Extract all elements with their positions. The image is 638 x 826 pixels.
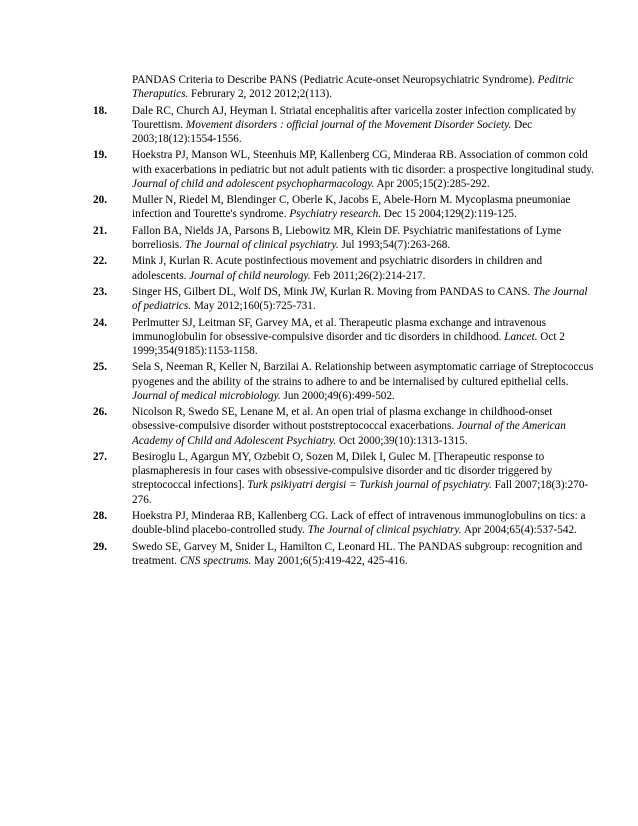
reference-journal: Journal of child neurology. — [189, 269, 311, 282]
reference-item — [93, 193, 595, 221]
reference-number: 28. — [93, 509, 107, 522]
reference-journal: Peditric Theraputics. — [132, 74, 574, 101]
reference-journal: The Journal of clinical psychiatry. — [184, 238, 339, 251]
reference-number: 22. — [93, 255, 107, 268]
reference-item — [93, 148, 595, 191]
reference-journal: Journal of medical microbiology. — [132, 389, 281, 402]
reference-list — [93, 73, 595, 570]
reference-text — [132, 224, 595, 252]
reference-details: Februrary 2, 2012 2012;2(113). — [191, 88, 333, 101]
reference-journal: CNS spectrums. — [179, 554, 252, 567]
reference-number: 29. — [93, 540, 107, 553]
reference-number: 20. — [93, 194, 107, 207]
reference-details: Apr 2005;15(2):285-292. — [376, 177, 490, 190]
reference-details: Jun 2000;49(6):499-502. — [283, 389, 395, 402]
reference-item — [93, 360, 595, 403]
reference-item — [93, 405, 595, 448]
reference-journal: Psychiatry research. — [289, 208, 382, 221]
reference-details: Oct 2 1999;354(9185):1153-1158. — [132, 330, 565, 357]
reference-text — [132, 104, 595, 147]
reference-details: Dec 2003;18(12):1554-1556. — [132, 118, 533, 145]
reference-number: 25. — [93, 361, 107, 374]
reference-authors-title: Singer HS, Gilbert DL, Wolf DS, Mink JW, Kurlan R. Moving from PANDAS to CANS. — [132, 285, 531, 298]
reference-item — [93, 254, 595, 282]
reference-number: 24. — [93, 316, 107, 329]
reference-details: Oct 2000;39(10):1313-1315. — [339, 434, 468, 447]
reference-details: Apr 2004;65(4):537-542. — [463, 524, 577, 537]
reference-item — [93, 285, 595, 313]
reference-details: Fall 2007;18(3):270-276. — [132, 479, 589, 506]
reference-number: 18. — [93, 104, 107, 117]
reference-number: 27. — [93, 450, 107, 463]
reference-authors-title: Hoekstra PJ, Minderaa RB, Kallenberg CG. Lack of effect of intravenous immunoglobulins on tics: a double-blind placebo-controlled study. — [132, 509, 586, 537]
reference-journal: Lancet. — [504, 330, 538, 343]
reference-item — [93, 316, 595, 359]
reference-item — [93, 73, 595, 101]
reference-text — [132, 148, 595, 191]
reference-text — [132, 254, 595, 282]
reference-authors-title: Perlmutter SJ, Leitman SF, Garvey MA, et al. Therapeutic plasma exchange and intravenous immunoglobulin for obsessive-compulsive disorder and tic disorders in childhood. — [132, 316, 546, 343]
reference-text — [132, 73, 595, 101]
reference-details: Feb 2011;26(2):214-217. — [313, 269, 426, 282]
reference-journal: The Journal of pediatrics. — [132, 285, 588, 313]
reference-text — [132, 193, 595, 221]
reference-authors-title: Muller N, Riedel M, Blendinger C, Oberle K, Jacobs E, Abele-Horn M. Mycoplasma pneumoniae infection and Tourette's syndrome. — [132, 194, 571, 221]
reference-item — [93, 540, 595, 568]
reference-authors-title: Mink J, Kurlan R. Acute postinfectious movement and psychiatric disorders in children and adolescents. — [132, 255, 543, 282]
reference-text — [132, 405, 595, 448]
reference-authors-title: Fallon BA, Nields JA, Parsons B, Liebowitz MR, Klein DF. Psychiatric manifestations of Lyme borreliosis. — [132, 224, 562, 251]
reference-item — [93, 104, 595, 147]
reference-number: 26. — [93, 406, 107, 419]
reference-number: 23. — [93, 285, 107, 298]
reference-authors-title: Besiroglu L, Agargun MY, Ozbebit O, Sozen M, Dilek I, Gulec M. [Therapeutic response to plasmapheresis in four cases with obsessive-compulsive disorder and tic disorder triggered by streptococcal infections]. — [132, 450, 553, 492]
reference-text — [132, 316, 595, 359]
reference-number: 19. — [93, 149, 107, 162]
reference-authors-title: Swedo SE, Garvey M, Snider L, Hamilton C, Leonard HL. The PANDAS subgroup: recognition and treatment. — [132, 540, 583, 567]
reference-journal: Journal of child and adolescent psychopharmacology. — [132, 177, 375, 190]
reference-journal: Movement disorders : official journal of the Movement Disorder Society. — [185, 118, 512, 131]
reference-details: Jul 1993;54(7):263-268. — [341, 238, 451, 251]
reference-text — [132, 509, 595, 537]
reference-number: 21. — [93, 224, 107, 237]
reference-text — [132, 285, 595, 313]
reference-journal: Journal of the American Academy of Child and Adolescent Psychiatry. — [132, 420, 566, 447]
reference-authors-title: PANDAS Criteria to Describe PANS (Pediatric Acute-onset Neuropsychiatric Syndrome). — [132, 74, 535, 86]
reference-authors-title: Hoekstra PJ, Manson WL, Steenhuis MP, Kallenberg CG, Minderaa RB. Association of common cold with exacerbations in pediatric but not adult patients with tic disorder: a prospective longitudinal study. — [132, 149, 594, 176]
reference-text — [132, 450, 595, 507]
reference-text — [132, 360, 595, 403]
reference-authors-title: Sela S, Neeman R, Keller N, Barzilai A. Relationship between asymptomatic carriage of Streptococcus pyogenes and the ability of the strains to adhere to and be internalised by cultured epithelial cells. — [132, 361, 594, 388]
reference-text — [132, 540, 595, 568]
reference-item — [93, 224, 595, 252]
reference-journal: The Journal of clinical psychiatry. — [307, 524, 462, 537]
reference-journal: Turk psikiyatri dergisi = Turkish journal of psychiatry. — [247, 479, 492, 492]
reference-details: Dec 15 2004;129(2):119-125. — [383, 208, 517, 221]
reference-details: May 2001;6(5):419-422, 425-416. — [254, 554, 408, 567]
reference-item — [93, 450, 595, 507]
reference-authors-title: Dale RC, Church AJ, Heyman I. Striatal encephalitis after varicella zoster infection complicated by Tourettism. — [132, 104, 577, 131]
reference-item — [93, 509, 595, 537]
reference-authors-title: Nicolson R, Swedo SE, Lenane M, et al. An open trial of plasma exchange in childhood-onset obsessive-compulsive disorder without poststreptococcal exacerbations. — [132, 406, 553, 433]
reference-details: May 2012;160(5):725-731. — [193, 300, 316, 313]
